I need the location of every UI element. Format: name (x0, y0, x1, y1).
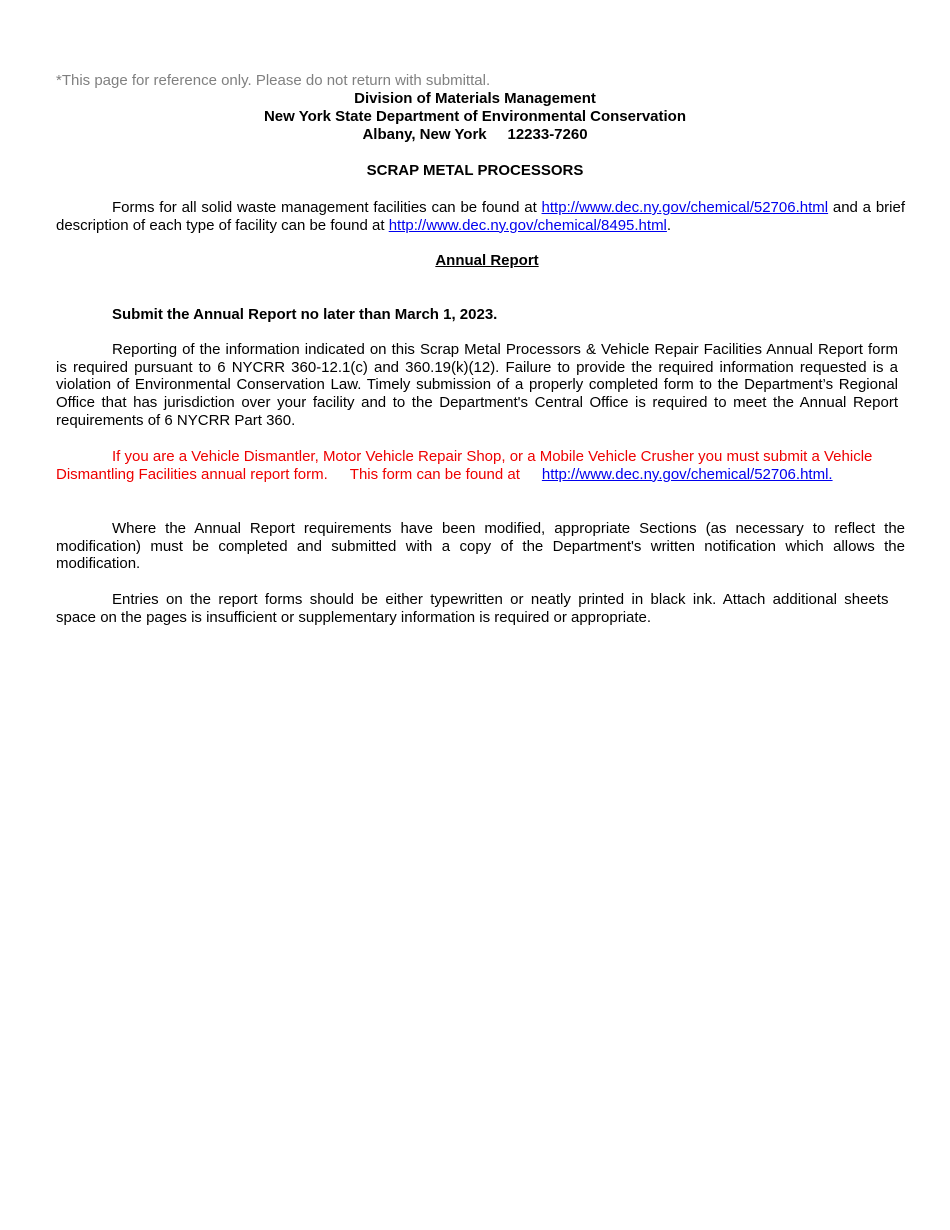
forms-paragraph (56, 199, 905, 234)
annual-report-heading: Annual Report (435, 252, 539, 269)
dismantler-text-b: This form can be found at (349, 465, 520, 483)
header-department: New York State Department of Environmental Conservation (263, 108, 687, 125)
forms-link[interactable]: http://www.dec.ny.gov/chemical/52706.html (541, 199, 829, 216)
deadline-statement: Submit the Annual Report no later than March 1, 2023. (112, 306, 498, 323)
dismantler-notice (56, 448, 886, 483)
dismantler-form-link[interactable]: http://www.dec.ny.gov/chemical/52706.html. (541, 465, 833, 483)
modified-paragraph: Where the Annual Report requirements have been modified, appropriate Sections (as necessary to reflect the modification) must be completed and submitted with a copy of the Department's written notification which allows the modification. (56, 520, 905, 573)
forms-text-b: and a brief description of each type of facility can be found at (56, 199, 905, 234)
header-division: Division of Materials Management (354, 90, 596, 107)
reference-note: *This page for reference only. Please do not return with submittal. (56, 72, 491, 89)
page-title: SCRAP METAL PROCESSORS (366, 162, 584, 179)
header-address: Albany, New York 12233-7260 (362, 126, 588, 143)
dismantler-text-a: If you are a Vehicle Dismantler, Motor Vehicle Repair Shop, or a Mobile Vehicle Crusher you must submit a Vehicle Dismantling Facilities annual report form. (56, 448, 873, 483)
entries-line-1: Entries on the report forms should be either typewritten or neatly printed in black ink. Attach additional sheets (112, 591, 889, 608)
forms-text-c: . (666, 216, 672, 234)
entries-line-2: space on the pages is insufficient or supplementary information is required or appropriate. (56, 609, 652, 626)
facility-description-link[interactable]: http://www.dec.ny.gov/chemical/8495.html (388, 216, 667, 234)
forms-text-a: Forms for all solid waste management facilities can be found at (112, 199, 542, 216)
reporting-paragraph: Reporting of the information indicated on this Scrap Metal Processors & Vehicle Repair Facilities Annual Report form is required pursuant to 6 NYCRR 360-12.1(c) and 360.19(k)(12). Failure to provide the required information requested is a violation of Environmental Conservation Law. Timely submission of a properly completed form to the Department’s Regional Office that has jurisdiction over your facility and to the Department's Central Office is required to meet the Annual Report requirements of 6 NYCRR Part 360. (56, 341, 898, 429)
